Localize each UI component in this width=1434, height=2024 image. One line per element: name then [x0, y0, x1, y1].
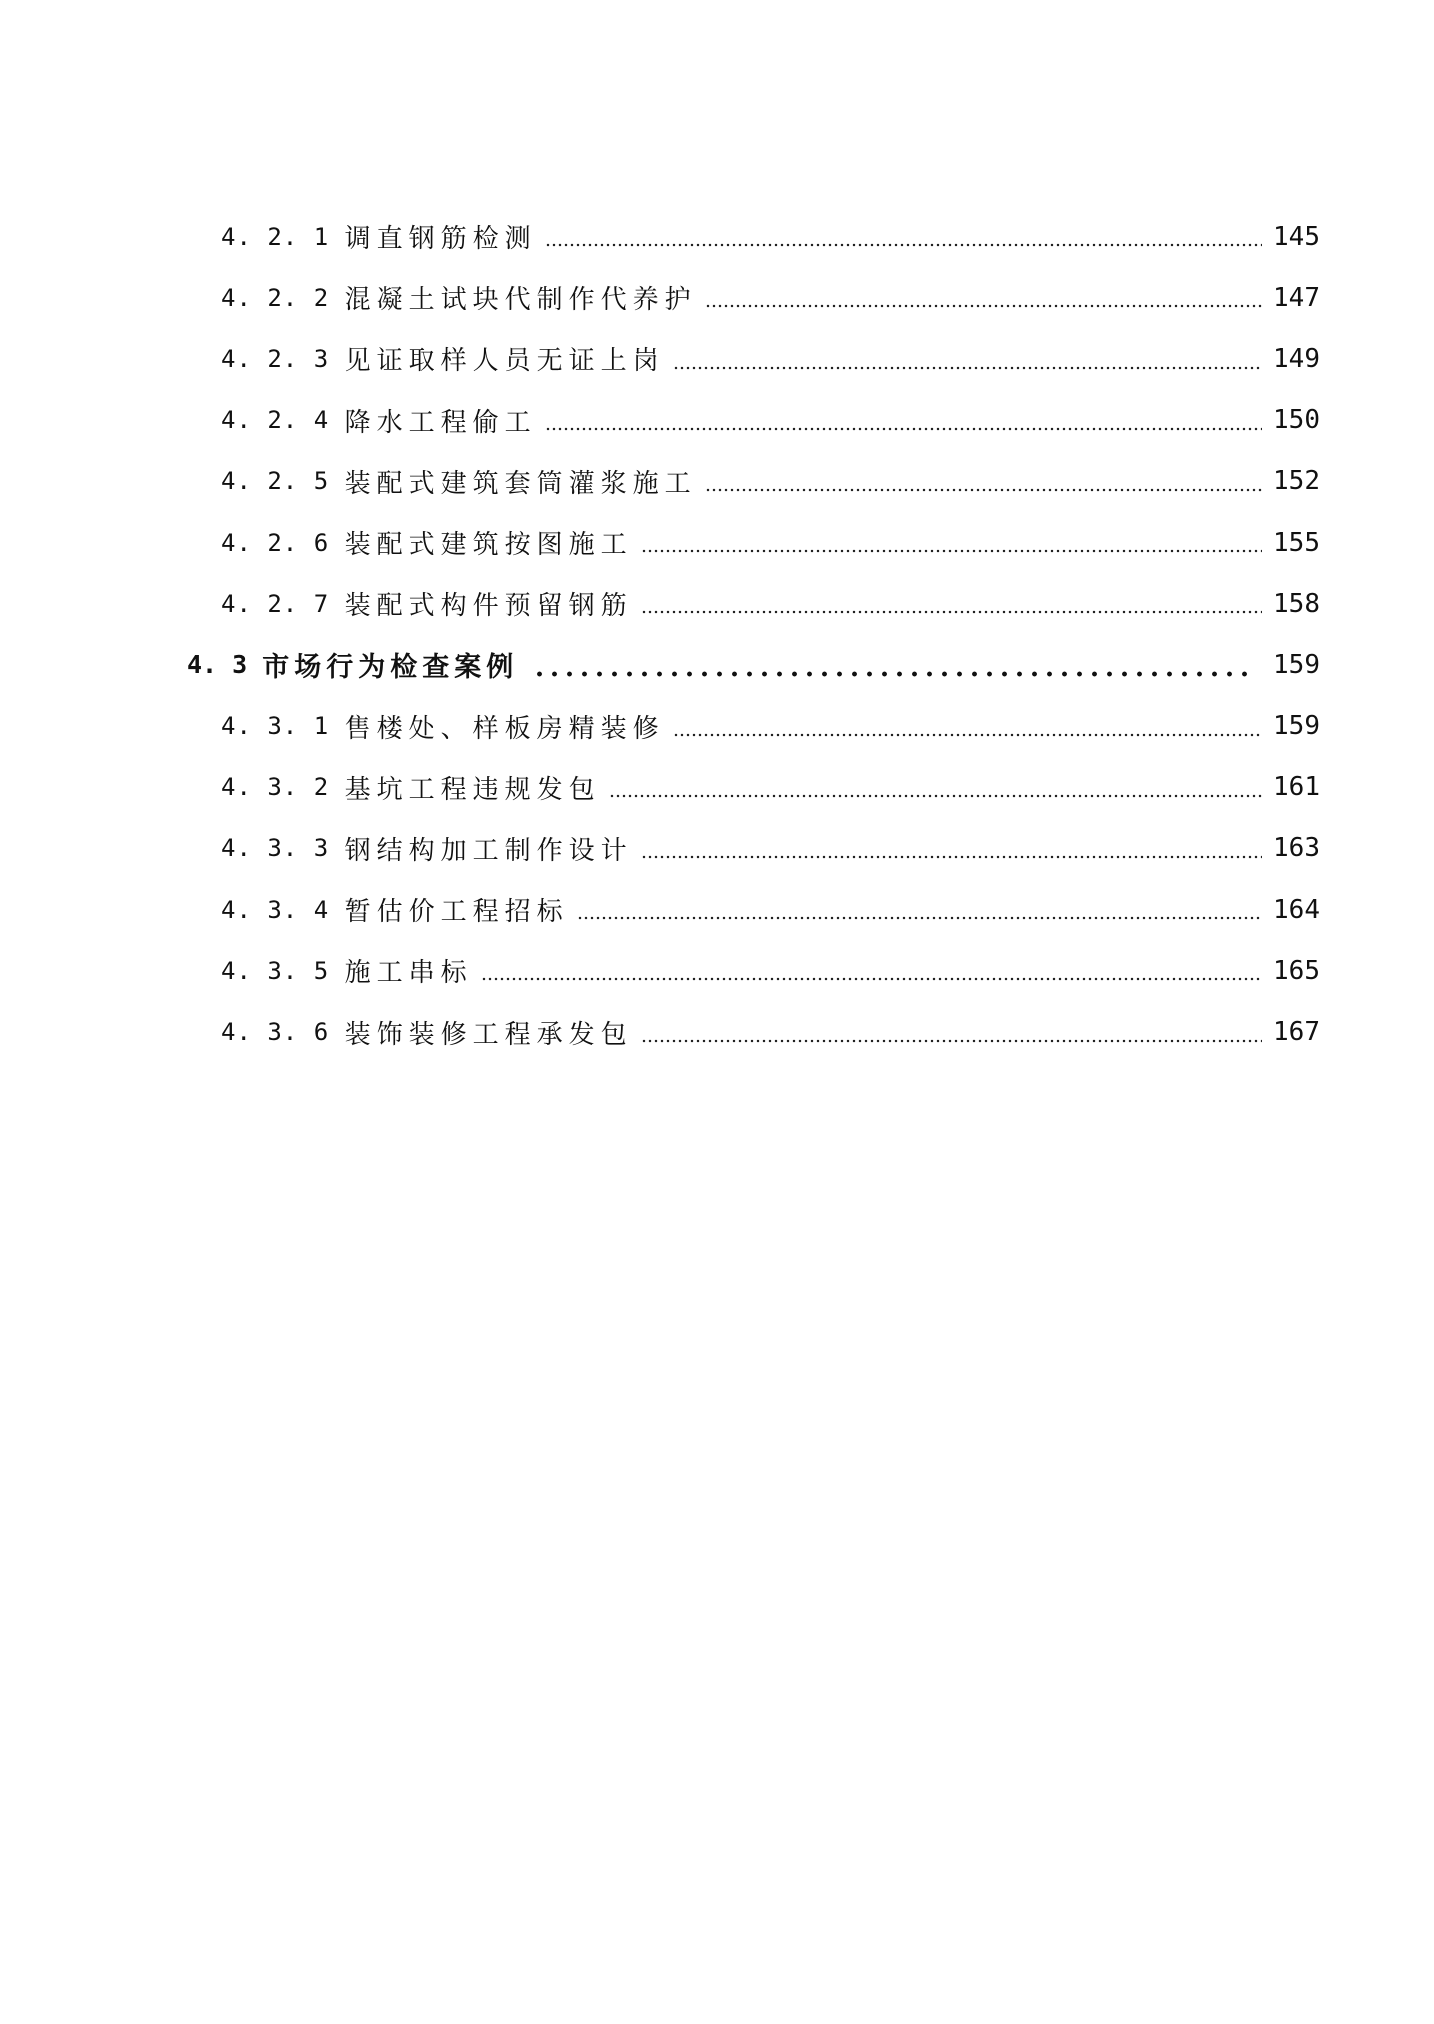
toc-subsection-entry[interactable]: [0, 940, 1434, 1001]
toc-page-number: 155: [1273, 527, 1320, 558]
toc-entry-title: 装配式建筑按图施工: [344, 530, 633, 561]
toc-subsection-entry[interactable]: [0, 512, 1434, 573]
toc-dot-leader: [532, 668, 1256, 680]
toc-dot-leader: [577, 912, 1262, 924]
toc-entry-number: 4. 2. 1: [221, 222, 345, 251]
toc-subsection-entry[interactable]: [0, 267, 1434, 328]
toc-entry-title: 施工串标: [344, 958, 473, 989]
toc-dot-leader: [545, 423, 1262, 435]
toc-subsection-entry[interactable]: [0, 451, 1434, 512]
toc-page-number: 145: [1273, 221, 1320, 252]
toc-dot-leader: [641, 606, 1262, 618]
toc-dot-leader: [481, 973, 1262, 985]
toc-entry-number: 4. 2. 2: [221, 283, 345, 312]
toc-entry-title: 装配式构件预留钢筋: [344, 591, 633, 622]
toc-entry-number: 4. 2. 5: [221, 467, 345, 496]
toc-entry-title: 基坑工程违规发包: [344, 774, 601, 805]
toc-page-number: 164: [1273, 894, 1320, 925]
toc-entry-number: 4. 3. 1: [221, 712, 345, 741]
toc-dot-leader: [641, 851, 1262, 863]
toc-entry-number: 4. 2. 7: [221, 589, 345, 618]
toc-entry-title: 见证取样人员无证上岗: [344, 346, 665, 377]
toc-entry-title: 混凝土试块代制作代养护: [344, 285, 697, 316]
toc-entry-number: 4. 3: [187, 650, 263, 680]
toc-subsection-entry[interactable]: [0, 328, 1434, 389]
toc-page-number: 161: [1273, 772, 1320, 803]
toc-dot-leader: [705, 484, 1262, 496]
toc-subsection-entry[interactable]: [0, 818, 1434, 879]
toc-dot-leader: [705, 300, 1262, 312]
toc-dot-leader: [641, 1035, 1262, 1047]
toc-page-number: 159: [1273, 649, 1320, 680]
toc-entry-number: 4. 3. 2: [221, 773, 345, 802]
toc-entry-number: 4. 3. 6: [221, 1018, 345, 1047]
toc-page-number: 159: [1273, 711, 1320, 742]
toc-page-number: 150: [1273, 405, 1320, 436]
toc-entry-number: 4. 2. 4: [221, 406, 345, 435]
toc-entry-number: 4. 3. 3: [221, 834, 345, 863]
toc-subsection-entry[interactable]: [0, 696, 1434, 757]
toc-page-number: 167: [1273, 1017, 1320, 1048]
toc-subsection-entry[interactable]: [0, 390, 1434, 451]
toc-subsection-entry[interactable]: [0, 1001, 1434, 1062]
toc-page-number: 147: [1273, 282, 1320, 313]
toc-subsection-entry[interactable]: [0, 573, 1434, 634]
toc-dot-leader: [673, 362, 1262, 374]
toc-entry-title: 暂估价工程招标: [344, 897, 569, 928]
toc-subsection-entry[interactable]: [0, 879, 1434, 940]
toc-dot-leader: [641, 545, 1262, 557]
toc-entry-number: 4. 3. 4: [221, 895, 345, 924]
toc-entry-number: 4. 3. 5: [221, 956, 345, 985]
toc-entry-title: 售楼处、样板房精装修: [344, 713, 665, 744]
toc-entry-title: 市场行为检查案例: [262, 652, 519, 684]
table-of-contents: [0, 206, 1434, 1063]
toc-page-number: 158: [1273, 588, 1320, 619]
toc-subsection-entry[interactable]: [0, 757, 1434, 818]
toc-dot-leader: [609, 790, 1262, 802]
toc-entry-number: 4. 2. 6: [221, 528, 345, 557]
toc-entry-title: 降水工程偷工: [344, 407, 537, 438]
toc-dot-leader: [673, 729, 1262, 741]
toc-page-number: 149: [1273, 343, 1320, 374]
toc-dot-leader: [545, 239, 1262, 251]
toc-entry-title: 装配式建筑套筒灌浆施工: [344, 468, 697, 499]
toc-entry-title: 装饰装修工程承发包: [344, 1019, 633, 1050]
toc-section-entry[interactable]: [0, 634, 1434, 695]
toc-entry-title: 调直钢筋检测: [344, 224, 537, 255]
toc-page-number: 163: [1273, 833, 1320, 864]
toc-subsection-entry[interactable]: [0, 206, 1434, 267]
toc-page-number: 152: [1273, 466, 1320, 497]
toc-entry-number: 4. 2. 3: [221, 344, 345, 373]
toc-entry-title: 钢结构加工制作设计: [344, 835, 633, 866]
toc-page-number: 165: [1273, 955, 1320, 986]
